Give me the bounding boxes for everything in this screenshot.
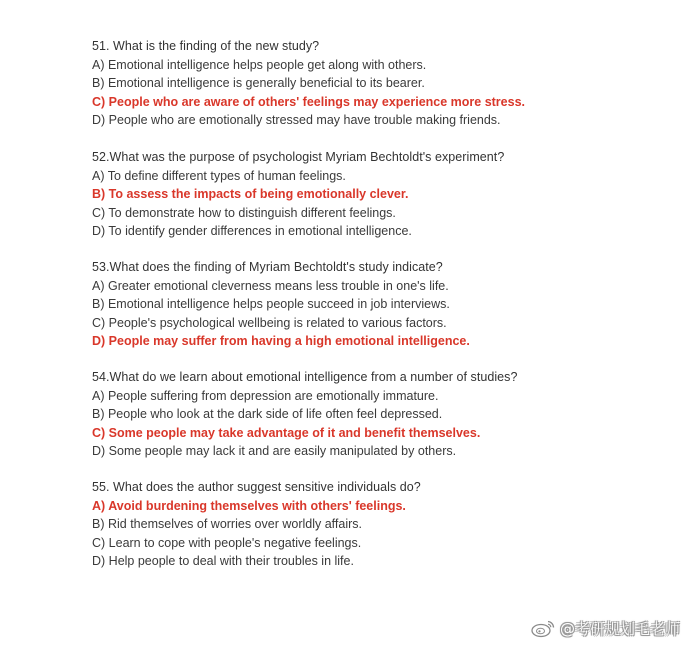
option-c-answer: C) Some people may take advantage of it and benefit themselves. — [92, 425, 481, 440]
option-b-answer: B) To assess the impacts of being emotionally clever. — [92, 187, 409, 201]
option-d: D) Help people to deal with their troubles in life. — [92, 554, 354, 568]
option-a: A) Greater emotional cleverness means less trouble in one's life. — [92, 278, 449, 293]
watermark — [530, 617, 680, 639]
question-prompt: 52.What was the purpose of psychologist Myriam Bechtoldt's experiment? — [92, 150, 505, 164]
question-55 — [92, 478, 652, 571]
option-c: C) To demonstrate how to distinguish different feelings. — [92, 205, 396, 220]
question-53 — [92, 258, 652, 351]
option-b: B) Emotional intelligence is generally beneficial to its bearer. — [92, 76, 425, 90]
option-c-answer: C) People who are aware of others' feelings may experience more stress. — [92, 94, 526, 109]
question-54 — [92, 368, 652, 461]
question-prompt: 54.What do we learn about emotional intelligence from a number of studies? — [92, 370, 518, 384]
option-a: A) People suffering from depression are emotionally immature. — [92, 388, 439, 403]
option-c: C) Learn to cope with people's negative feelings. — [92, 535, 362, 550]
option-b: B) Emotional intelligence helps people succeed in job interviews. — [92, 297, 450, 311]
option-b: B) People who look at the dark side of life often feel depressed. — [92, 407, 443, 421]
option-d: D) To identify gender differences in emotional intelligence. — [92, 224, 412, 238]
option-d-answer: D) People may suffer from having a high emotional intelligence. — [92, 334, 470, 348]
option-c: C) People's psychological wellbeing is related to various factors. — [92, 315, 447, 330]
question-prompt: 53.What does the finding of Myriam Bechtoldt's study indicate? — [92, 260, 443, 274]
option-d: D) Some people may lack it and are easily manipulated by others. — [92, 444, 457, 458]
option-b: B) Rid themselves of worries over worldly affairs. — [92, 517, 362, 531]
option-a-answer: A) Avoid burdening themselves with others' feelings. — [92, 498, 406, 513]
weibo-icon — [530, 618, 556, 638]
option-a: A) Emotional intelligence helps people get along with others. — [92, 57, 427, 72]
option-a: A) To define different types of human feelings. — [92, 168, 346, 183]
question-51 — [92, 37, 652, 130]
question-52 — [92, 148, 652, 241]
option-d: D) People who are emotionally stressed may have trouble making friends. — [92, 113, 501, 127]
question-prompt: 55. What does the author suggest sensitive individuals do? — [92, 480, 421, 494]
watermark-text: @考研规划毛老师 — [559, 619, 680, 638]
question-prompt: 51. What is the finding of the new study? — [92, 39, 320, 53]
